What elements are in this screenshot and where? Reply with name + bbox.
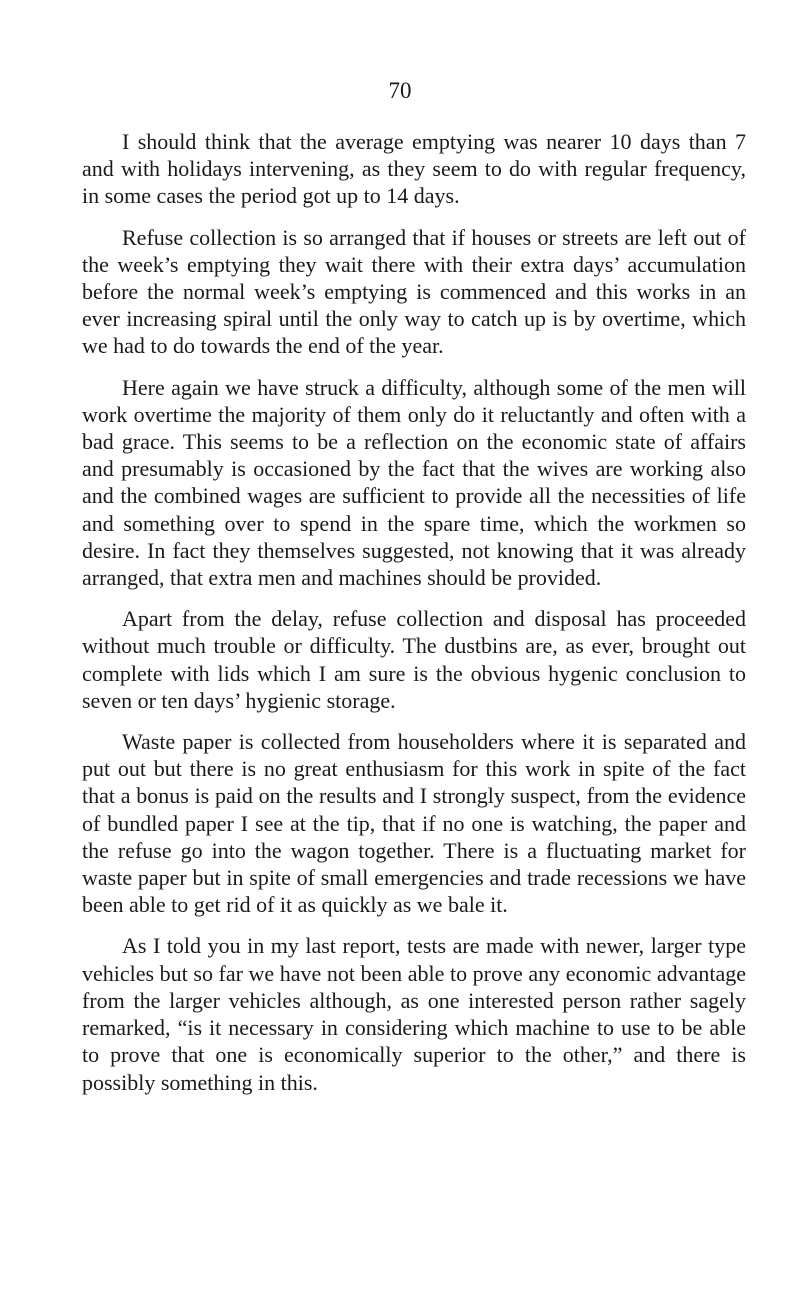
paragraph-dustbins: Apart from the delay, refuse collection and disposal has proceeded without much trouble or difficulty. The dustbins are, as ever, brought out complete with lids which I am sure is the obvious hygenic conclusion to seven or ten days’ hygienic storage. — [82, 606, 746, 713]
paragraph-vehicle-tests: As I told you in my last report, tests are made with newer, larger type vehicles but so far we have not been able to prove any economic advantage from the larger vehicles although, as one interested person rather sagely remarked, “is it necessary in considering which machine to use to be able to prove that one is economically superior to the other,” and there is possibly something in this. — [82, 933, 746, 1095]
paragraph-emptying-interval: I should think that the average emptying was nearer 10 days than 7 and with holidays intervening, as they seem to do with regular frequency, in some cases the period got up to 14 days. — [82, 129, 746, 209]
paragraph-refuse-collection-spiral: Refuse collection is so arranged that if houses or streets are left out of the week’s emptying they wait there with their extra days’ accumulation before the normal week’s emptying is commenced and this works in an ever increasing spiral until the only way to catch up is by overtime, which we had to do towards the end of the year. — [82, 224, 746, 359]
paragraph-waste-paper: Waste paper is collected from householders where it is separated and put out but there is no great enthusiasm for this work in spite of the fact that a bonus is paid on the results and I strongly suspect, from the evidence of bundled paper I see at the tip, that if no one is watching, the paper and the refuse go into the wagon together. There is a fluctuating market for waste paper but in spite of small emergencies and trade recessions we have been able to get rid of it as quickly as we bale it. — [82, 729, 746, 918]
paragraph-overtime-difficulty: Here again we have struck a difficulty, although some of the men will work overtime the majority of them only do it reluctantly and often with a bad grace. This seems to be a reflection on the economic state of affairs and presumably is occasioned by the fact that the wives are working also and the combined wages are sufficient to provide all the necessities of life and something over to spend in the spare time, which the workmen so desire. In fact they themselves suggested, not knowing that it was already arranged, that extra men and machines should be provided. — [82, 374, 746, 591]
body-text — [82, 128, 746, 1110]
page-number: 70 — [388, 78, 412, 103]
